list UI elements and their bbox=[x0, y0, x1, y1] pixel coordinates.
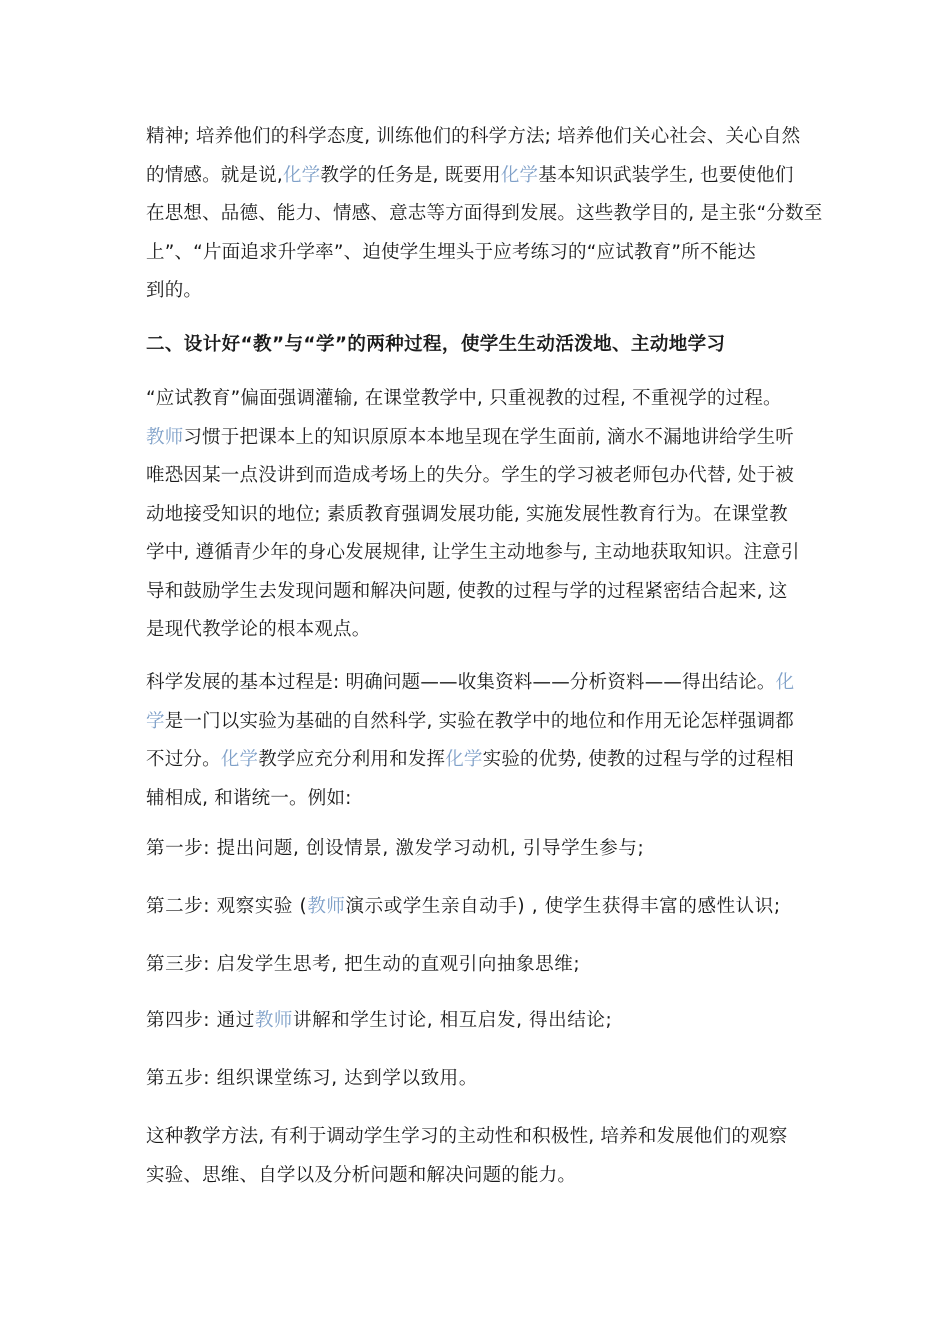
text-span: 习惯于把课本上的知识原原本本地呈现在学生面前, 滴水不漏地讲给学生听 bbox=[183, 426, 794, 448]
text-line: 实验、思维、自学以及分析问题和解决问题的能力。 bbox=[146, 1164, 577, 1186]
step-3: 第三步: 启发学生思考, 把生动的直观引向抽象思维; bbox=[146, 954, 581, 975]
text-span: 教学应充分利用和发挥 bbox=[258, 749, 446, 770]
text-line: 导和鼓励学生去发现问题和解决问题, 使教的过程与学的过程紧密结合起来, 这 bbox=[146, 580, 788, 602]
paragraph-2 bbox=[146, 380, 808, 650]
text-span: 基本知识武装学生, 也要使他们 bbox=[538, 164, 794, 186]
text-line: 辅相成, 和谐统一。例如: bbox=[146, 787, 352, 809]
step-2 bbox=[146, 888, 781, 926]
keyword-link-teacher[interactable]: 教师 bbox=[146, 426, 184, 448]
keyword-link-chemistry[interactable]: 学 bbox=[146, 710, 165, 732]
text-span: 的情感。就是说, bbox=[146, 164, 283, 186]
keyword-link-chemistry[interactable]: 化学 bbox=[282, 164, 321, 186]
text-line: 到的。 bbox=[146, 280, 203, 301]
text-line: “应试教育”偏面强调灌输, 在课堂教学中, 只重视教的过程, 不重视学的过程。 bbox=[146, 388, 782, 409]
text-line bbox=[146, 741, 808, 780]
step-5: 第五步: 组织课堂练习, 达到学以致用。 bbox=[146, 1068, 478, 1089]
text-line: 上”、“片面追求升学率”、迫使学生埋头于应考练习的“应试教育”所不能达 bbox=[146, 241, 756, 263]
keyword-link-chemistry[interactable]: 化学 bbox=[445, 749, 483, 770]
paragraph-4 bbox=[146, 1118, 808, 1195]
text-line: 学中, 遵循青少年的身心发展规律, 让学生主动地参与, 主动地获取知识。注意引 bbox=[146, 542, 800, 563]
text-line: 这种教学方法, 有利于调动学生学习的主动性和积极性, 培养和发展他们的观察 bbox=[146, 1126, 788, 1147]
text-span: 不过分。 bbox=[146, 749, 221, 770]
keyword-link-teacher[interactable]: 教师 bbox=[254, 1010, 294, 1031]
section-heading: 二、设计好“教”与“学”的两种过程，使学生生动活泼地、主动地学习 bbox=[146, 334, 726, 355]
keyword-link-teacher[interactable]: 教师 bbox=[307, 896, 346, 917]
text-line: 动地接受知识的地位; 素质教育强调发展功能, 实施发展性教育行为。在课堂教 bbox=[146, 503, 788, 525]
text-line bbox=[146, 419, 808, 458]
step-1: 第一步: 提出问题, 创设情景, 激发学习动机, 引导学生参与; bbox=[146, 838, 645, 859]
text-span: 科学发展的基本过程是: 明确问题——收集资料——分析资料——得出结论。 bbox=[146, 672, 776, 693]
text-span: 演示或学生亲自动手) , 使学生获得丰富的感性认识; bbox=[345, 896, 781, 917]
text-span: 第四步: 通过 bbox=[146, 1010, 255, 1031]
text-span: 教学的任务是, 既要用 bbox=[320, 164, 501, 186]
keyword-link-chemistry[interactable]: 化学 bbox=[500, 164, 539, 186]
text-span: 是一门以实验为基础的自然科学, 实验在教学中的地位和作用无论怎样强调都 bbox=[164, 710, 794, 732]
text-line bbox=[146, 157, 808, 196]
text-span: 实验的优势, 使教的过程与学的过程相 bbox=[482, 749, 795, 770]
text-line: 精神; 培养他们的科学态度, 训练他们的科学方法; 培养他们关心社会、关心自然 bbox=[146, 126, 801, 147]
text-line: 是现代教学论的根本观点。 bbox=[146, 619, 371, 640]
text-span: 第二步: 观察实验 ( bbox=[146, 896, 308, 917]
text-line: 唯恐因某一点没讲到而造成考场上的失分。学生的学习被老师包办代替, 处于被 bbox=[146, 465, 794, 486]
text-span: 讲解和学生讨论, 相互启发, 得出结论; bbox=[293, 1010, 613, 1031]
step-4 bbox=[146, 1002, 612, 1040]
paragraph-1 bbox=[146, 118, 823, 311]
keyword-link-chemistry[interactable]: 化 bbox=[775, 672, 795, 693]
keyword-link-chemistry[interactable]: 化学 bbox=[220, 749, 259, 770]
text-line bbox=[146, 664, 808, 703]
text-line: 在思想、品德、能力、情感、意志等方面得到发展。这些教学目的, 是主张“分数至 bbox=[146, 203, 823, 224]
text-line bbox=[146, 703, 808, 742]
paragraph-3 bbox=[146, 664, 808, 818]
